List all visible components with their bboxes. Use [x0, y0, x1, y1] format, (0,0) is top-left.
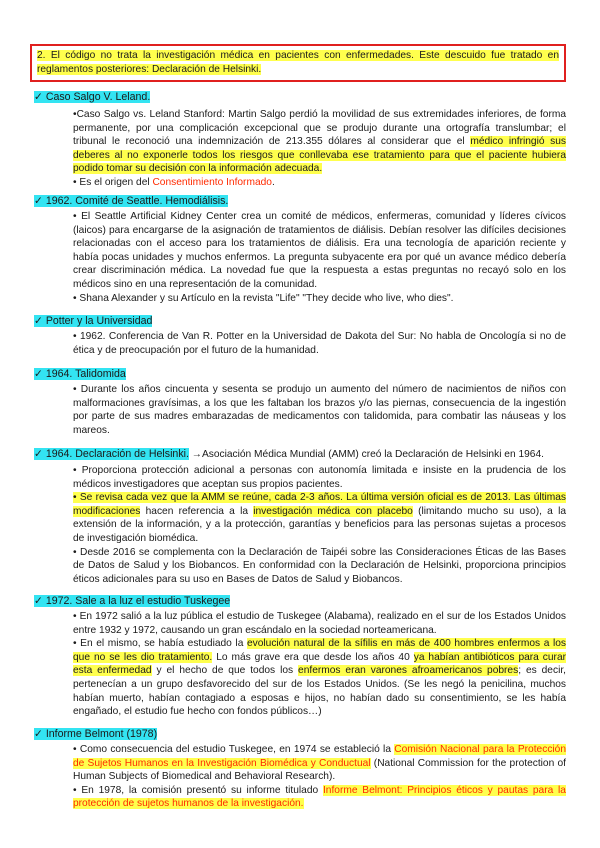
- text: • En el mismo, se había estudiado la: [73, 638, 247, 650]
- highlighted-text: evolución natural de la sífilis en más de 400 hombres enfermos a los que no se les dio tratamiento.: [73, 638, 566, 663]
- section-tuskegee: [34, 594, 566, 719]
- section-talidomida: [34, 367, 566, 437]
- section-seattle: [34, 194, 566, 305]
- intro-boxed-note: [30, 44, 566, 82]
- text: • En 1978, la comisión presentó su informe titulado: [73, 784, 323, 796]
- paragraph: • En 1972 salió a la luz pública el estudio de Tuskegee (Alabama), realizado en el sur de los Estados Unidos entre 1932 y 1972, causando un gran escándalo en la sociedad norteamericana.: [73, 611, 566, 636]
- text: • Es el origen del: [73, 176, 153, 188]
- highlighted-text: médico infringió sus deberes al no exponerle todos los riesgos que conllevaba ese tratamiento para que el paciente hubiera podido tomar su decisión con la información adecuada.: [73, 136, 566, 175]
- red-highlighted-text: Comisión Nacional para la Protección de Sujetos Humanos en la Investigación Biomédica y Conductual: [73, 744, 567, 769]
- paragraph: [73, 743, 566, 784]
- highlighted-text: • Se revisa cada vez que la AMM se reúne, cada 2-3 años. La última versión oficial es de 2013. Las últimas modificaciones: [73, 492, 566, 517]
- paragraph: [73, 108, 566, 176]
- text: y el hecho de que todos los: [151, 665, 299, 677]
- section-title: ✓ Caso Salgo V. Leland.: [34, 91, 151, 103]
- paragraph: [73, 491, 566, 545]
- text: • Como consecuencia del estudio Tuskegee, en 1974 se estableció la: [73, 744, 395, 755]
- section-title: ✓ 1962. Comité de Seattle. Hemodiálisis.: [34, 195, 229, 207]
- text: hacen referencia a la: [140, 505, 254, 517]
- section-salgo: [34, 90, 566, 190]
- paragraph: • Desde 2016 se complementa con la Declaración de Taipéi sobre las Consideraciones Éticas de las Bases de Datos de Salud y los Biobancos. En conformidad con la Declaración de Helsinki, proporciona principios éticos adicionales para su uso en Bases de Datos de Salud y Biobancos.: [73, 546, 566, 585]
- paragraph: [73, 176, 566, 190]
- highlighted-text: investigación médica con placebo: [253, 505, 413, 517]
- text: ; es decir, pertenecían a un grupo desfavorecido del sur de los Estados Unidos. (Se les negó la penicilina, muchos habían muerto, habían contagiado a esposas e hijos, no habían dado su consentimiento, se les había engañado, el estudio fue hecho con fondos públicos…): [73, 665, 566, 718]
- intro-text: 2. El código no trata la investigación médica en pacientes con enfermedades. Este descuido fue tratado en reglamentos posteriores: Declaración de Helsinki.: [37, 50, 559, 75]
- section-title: ✓ 1972. Sale a la luz el estudio Tuskegee: [34, 595, 231, 607]
- highlighted-text: enfermos eran varones afroamericanos pobres: [298, 665, 519, 677]
- paragraph: • Durante los años cincuenta y sesenta se produjo un aumento del número de nacimientos de niños con malformaciones gravísimas, a los que les faltaban los brazos y/o las piernas, consecuencia de la ingestión por parte de sus madres embarazadas de medicamentos con talidomida, para combatir las náuseas y los mareos.: [73, 384, 566, 436]
- paragraph: • El Seattle Artificial Kidney Center crea un comité de médicos, enfermeras, comunidad y líderes cívicos (laicos) para encargarse de la asignación de tratamientos de diálisis. Debían resolver las difíciles decisiones relacionadas con el acceso para los tratamientos de diálisis. Era una tecnología de aparición reciente y había pocas unidades y muchos enfermos. La pregunta subyacente era por qué un avance médico debería crear discriminación médica. La novedad fue que la respuesta a estas preguntas no recayó solo en los médicos sino en una representación de la comunidad.: [73, 211, 566, 290]
- red-highlighted-text: Informe Belmont: Principios éticos y pautas para la protección de sujetos humanos de la investigación.: [73, 784, 566, 810]
- section-helsinki: [34, 447, 566, 586]
- red-text: Consentimiento Informado: [152, 176, 272, 188]
- paragraph: [73, 784, 566, 811]
- text: .: [271, 176, 275, 188]
- text: (limitando mucho su uso), a la extensión de la información, y a la protección, garantías y beneficios para las personas sujetas a procesos de investigación biomédica.: [73, 505, 567, 544]
- section-title: ✓ Informe Belmont (1978): [34, 728, 158, 740]
- paragraph: • Proporciona protección adicional a personas con autonomía limitada e insiste en la prudencia de los médicos investigadores que aceptan sus propios pacientes.: [73, 465, 566, 490]
- section-title: ✓ 1964. Talidomida: [34, 368, 126, 380]
- section-title-tail: →Asociación Médica Mundial (AMM) creó la Declaración de Helsinki en 1964.: [188, 449, 544, 460]
- section-belmont: [34, 727, 566, 811]
- section-title: ✓ 1964. Declaración de Helsinki.: [34, 448, 189, 460]
- highlighted-text: ya habían antibióticos para curar esta enfermedad: [73, 651, 566, 677]
- section-potter: [34, 314, 566, 357]
- text: Lo más grave era que desde los años 40: [212, 651, 414, 663]
- paragraph: • 1962. Conferencia de Van R. Potter en la Universidad de Dakota del Sur: No habla de Oncología si no de ética y de preocupación por el futuro de la humanidad.: [73, 331, 566, 356]
- paragraph: • Shana Alexander y su Artículo en la revista "Life" "They decide who live, who dies".: [73, 292, 454, 304]
- text: •Caso Salgo vs. Leland Stanford: Martin Salgo perdió la movilidad de sus extremidades inferiores, de forma permanente, por una complicación excepcional que se produjo durante una ortografía translumbar; el tribunal le reconoció una indemnización de 213.355 dólares al considerar que el: [73, 109, 566, 148]
- paragraph: [73, 637, 566, 719]
- section-title: ✓ Potter y la Universidad: [34, 315, 153, 327]
- text: (National Commission for the protection of Human Subjects of Biomedical and Behavioral Research).: [73, 757, 566, 783]
